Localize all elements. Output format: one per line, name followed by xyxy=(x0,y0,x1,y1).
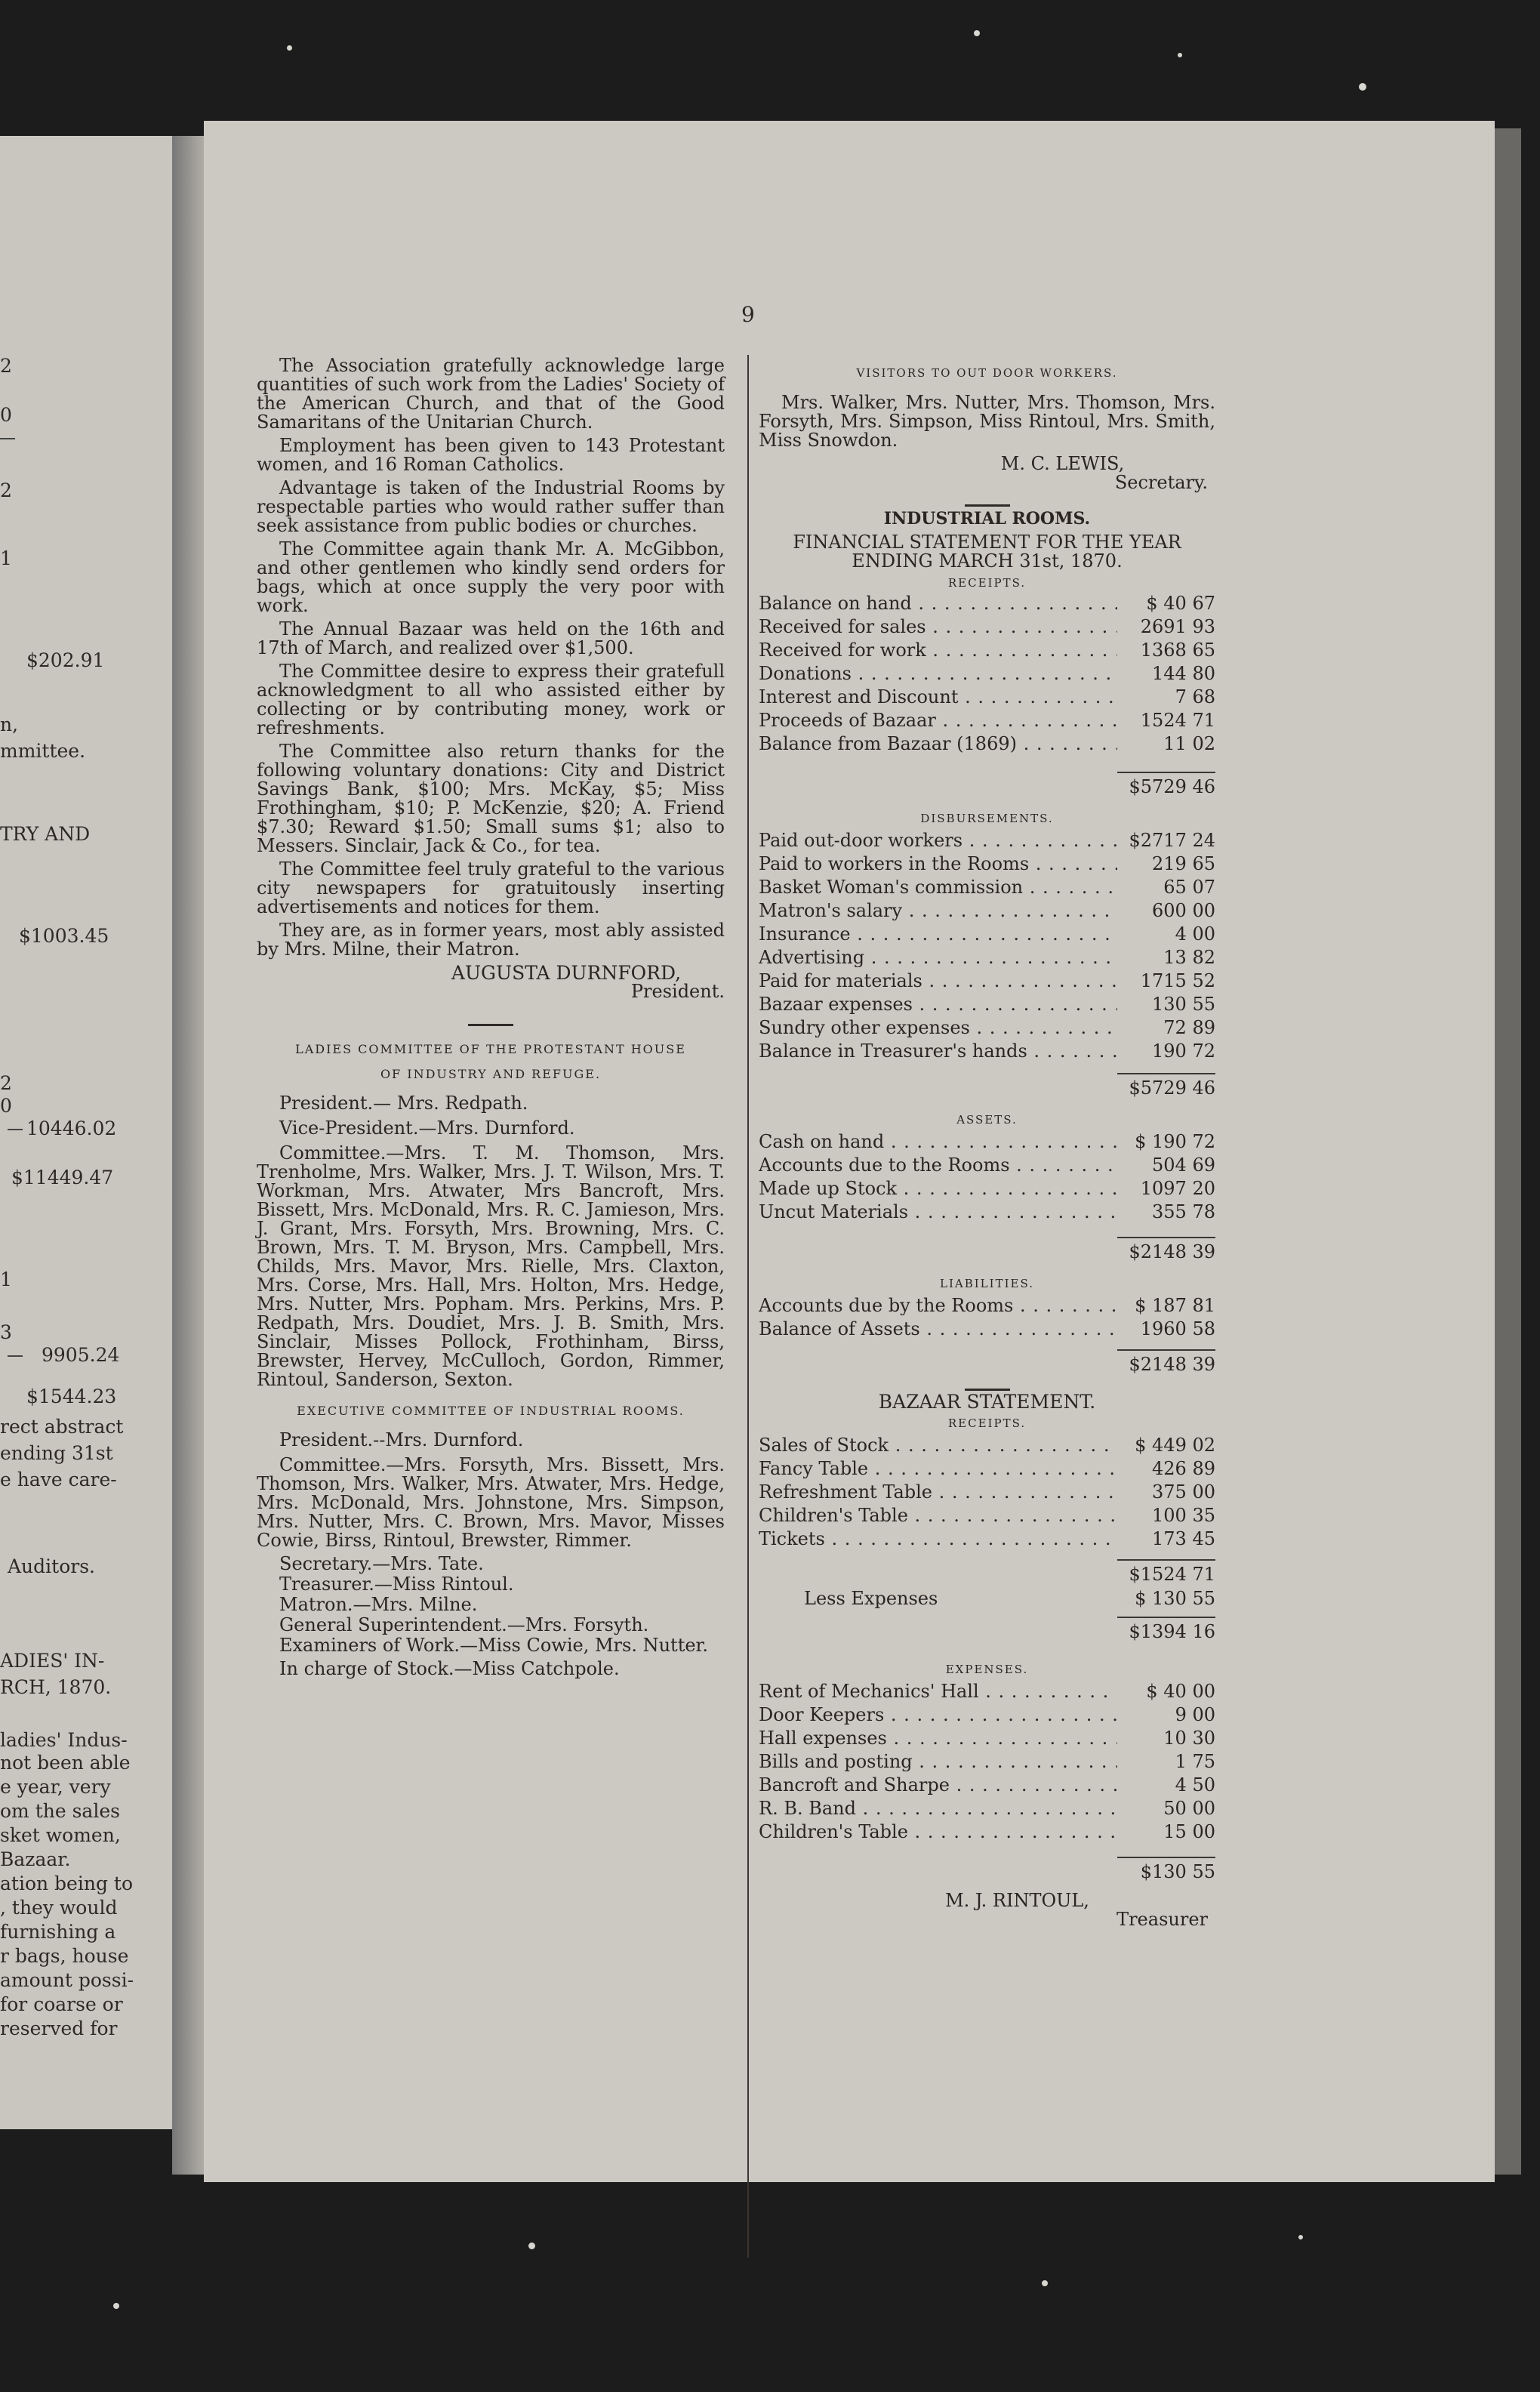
left-fragment: furnishing a xyxy=(0,1921,116,1943)
ledger-amount: $ 449 02 xyxy=(1135,1435,1215,1456)
ledger-amount: 173 45 xyxy=(1152,1528,1215,1549)
ledger-row xyxy=(759,1296,1215,1320)
treasurer-title: Treasurer xyxy=(1116,1909,1208,1930)
ledger-row xyxy=(759,1506,1215,1530)
total-rule xyxy=(1117,1073,1215,1074)
section-divider xyxy=(965,504,1010,507)
bazaar-receipts-table xyxy=(759,1436,1215,1647)
receipts-table xyxy=(759,594,1215,802)
total-rule xyxy=(1117,1237,1215,1238)
ledger-label: Advertising . . . xyxy=(759,948,1117,967)
ledger-row xyxy=(759,1460,1215,1483)
ledger-amount: 65 07 xyxy=(1163,877,1215,898)
ledger-row xyxy=(759,1320,1215,1343)
ledger-label: Children's Table . . . xyxy=(759,1823,1117,1842)
ledger-amount: 504 69 xyxy=(1152,1154,1215,1176)
ledger-amount: 1715 52 xyxy=(1140,970,1215,991)
ledger-amount: 9 00 xyxy=(1175,1704,1215,1725)
ledger-amount: 4 00 xyxy=(1175,923,1215,945)
ledger-label: Fancy Table . . . xyxy=(759,1460,1117,1478)
total-rule xyxy=(1117,772,1215,773)
left-fragment: Auditors. xyxy=(8,1555,95,1577)
left-fragment: 2 xyxy=(0,479,12,501)
disbursements-total: $5729 46 xyxy=(1129,1077,1215,1099)
ledger-row xyxy=(759,1823,1215,1846)
officer-line: Examiners of Work.—Miss Cowie, Mrs. Nutter. xyxy=(279,1635,709,1656)
left-fragment: $1544.23 xyxy=(26,1386,117,1407)
ledger-row xyxy=(759,641,1215,664)
officer-line: Treasurer.—Miss Rintoul. xyxy=(279,1574,514,1595)
left-fragment: sket women, xyxy=(0,1824,121,1846)
ledger-label: Received for work . . . xyxy=(759,641,1117,660)
page-edge-shadow xyxy=(1491,128,1521,2175)
bazaar-receipts-heading: RECEIPTS. xyxy=(947,1416,1027,1430)
paragraph: The Association gratefully acknowledge large quantities of such work from the Ladies' Society of the American Church, and that of the Good Samaritans of the Unitarian Church. xyxy=(257,355,725,433)
ledger-label: Bazaar expenses . . . xyxy=(759,995,1117,1014)
left-fragment: 2 xyxy=(0,355,12,377)
ledger-amount: $ 40 00 xyxy=(1146,1681,1215,1702)
bazaar-net: $1394 16 xyxy=(1129,1621,1215,1642)
ledger-row xyxy=(759,1203,1215,1226)
left-fragment: not been able xyxy=(0,1752,131,1774)
left-facing-page xyxy=(0,136,181,2129)
left-fragment: TRY AND xyxy=(0,823,91,845)
left-fragment: $11449.47 xyxy=(11,1167,114,1188)
dust-speck xyxy=(1359,83,1366,91)
left-fragment: rect abstract xyxy=(0,1416,124,1438)
liabilities-heading: LIABILITIES. xyxy=(940,1277,1034,1290)
ledger-row xyxy=(759,1530,1215,1553)
ledger-label: Balance from Bazaar (1869) . . . xyxy=(759,735,1117,754)
disbursements-table xyxy=(759,831,1215,1103)
officer-line: Matron.—Mrs. Milne. xyxy=(279,1594,478,1615)
ledger-label: Paid for materials . . . xyxy=(759,972,1117,991)
ledger-row xyxy=(759,711,1215,735)
dust-speck xyxy=(113,2303,119,2309)
paragraph: The Committee desire to express their gratefull acknowledgment to all who assisted either by collecting or by contributing money, work or refreshments. xyxy=(257,661,725,738)
officer-line: General Superintendent.—Mrs. Forsyth. xyxy=(279,1614,649,1635)
ledger-amount: 1368 65 xyxy=(1140,640,1215,661)
committee-heading: LADIES COMMITTEE OF THE PROTESTANT HOUSE xyxy=(295,1042,686,1056)
ledger-row xyxy=(759,995,1215,1019)
ledger-label: Proceeds of Bazaar . . . xyxy=(759,711,1117,730)
ledger-amount: 190 72 xyxy=(1152,1040,1215,1062)
ledger-amount: 375 00 xyxy=(1152,1481,1215,1503)
liabilities-total: $2148 39 xyxy=(1129,1354,1215,1375)
ledger-row xyxy=(759,1729,1215,1752)
expenses-table xyxy=(759,1682,1215,1887)
expenses-heading: EXPENSES. xyxy=(945,1663,1029,1676)
total-rule xyxy=(1117,1617,1215,1618)
dust-speck xyxy=(1042,2280,1048,2286)
page-number: 9 xyxy=(741,302,755,327)
paragraph: Advantage is taken of the Industrial Rooms by respectable parties who would rather suffer than seek assistance from public bodies or churches. xyxy=(257,477,725,536)
ledger-amount: 1960 58 xyxy=(1140,1318,1215,1339)
industrial-rooms-heading: INDUSTRIAL ROOMS. xyxy=(883,509,1091,529)
left-fragment: n, xyxy=(0,714,19,735)
ledger-amount: $ 190 72 xyxy=(1135,1131,1215,1152)
ledger-amount: 7 68 xyxy=(1175,686,1215,707)
ledger-label: Sales of Stock . . . xyxy=(759,1436,1117,1455)
executive-heading: EXECUTIVE COMMITTEE OF INDUSTRIAL ROOMS. xyxy=(297,1404,685,1418)
paragraph: They are, as in former years, most ably assisted by Mrs. Milne, their Matron. xyxy=(257,920,725,960)
ledger-row xyxy=(759,1776,1215,1799)
less-expenses-label: Less Expenses xyxy=(804,1588,938,1609)
less-expenses-amount: $ 130 55 xyxy=(1135,1588,1215,1609)
ledger-amount: 426 89 xyxy=(1152,1458,1215,1479)
left-fragment: amount possi- xyxy=(0,1969,134,1991)
financial-heading: FINANCIAL STATEMENT FOR THE YEAR xyxy=(793,532,1181,553)
committee-heading: OF INDUSTRY AND REFUGE. xyxy=(380,1067,602,1081)
ledger-row xyxy=(759,948,1215,972)
ledger-label: Refreshment Table . . . xyxy=(759,1483,1117,1502)
left-rule xyxy=(8,1355,23,1357)
assets-table xyxy=(759,1133,1215,1267)
ledger-amount: 1 75 xyxy=(1175,1751,1215,1772)
ledger-row xyxy=(759,902,1215,925)
assets-heading: ASSETS. xyxy=(956,1113,1018,1127)
liabilities-table xyxy=(759,1296,1215,1379)
ledger-row xyxy=(759,1133,1215,1156)
ledger-row xyxy=(759,1179,1215,1203)
left-fragment: reserved for xyxy=(0,2017,118,2039)
ledger-row xyxy=(759,1042,1215,1065)
section-divider xyxy=(468,1024,513,1026)
ledger-row xyxy=(759,1682,1215,1706)
ledger-label: Matron's salary . . . xyxy=(759,902,1117,920)
ledger-amount: 1524 71 xyxy=(1140,710,1215,731)
ledger-row xyxy=(759,1436,1215,1460)
dust-speck xyxy=(974,30,980,36)
paragraph: The Committee also return thanks for the following voluntary donations: City and District Savings Bank, $100; Mrs. McKay, $5; Miss Frothingham, $10; P. McKenzie, $20; A. Friend $7.30; Reward $1.50; Small sums $1; also to Messers. Sinclair, Jack & Co., for tea. xyxy=(257,741,725,856)
left-fragment: for coarse or xyxy=(0,1993,123,2015)
ledger-label: Cash on hand . . . xyxy=(759,1133,1117,1151)
ledger-amount: 1097 20 xyxy=(1140,1178,1215,1199)
left-fragment: RCH, 1870. xyxy=(0,1676,112,1698)
column-divider xyxy=(747,355,749,2258)
secretary-title: Secretary. xyxy=(1114,472,1208,493)
total-rule xyxy=(1117,1349,1215,1351)
ledger-row xyxy=(759,1483,1215,1506)
officer-line: In charge of Stock.—Miss Catchpole. xyxy=(279,1658,620,1679)
ledger-label: Received for sales . . . xyxy=(759,618,1117,637)
left-fragment: $1003.45 xyxy=(19,925,109,947)
ledger-label: Uncut Materials . . . xyxy=(759,1203,1117,1222)
ledger-label: Accounts due to the Rooms . . . xyxy=(759,1156,1117,1175)
officer-line: Secretary.—Mrs. Tate. xyxy=(279,1553,484,1574)
ledger-row xyxy=(759,855,1215,878)
visitors-heading: VISITORS TO OUT DOOR WORKERS. xyxy=(856,366,1118,380)
ledger-label: Tickets . . . xyxy=(759,1530,1117,1549)
ledger-row xyxy=(759,594,1215,618)
ledger-label: Rent of Mechanics' Hall . . . xyxy=(759,1682,1117,1701)
committee-list: Committee.—Mrs. T. M. Thomson, Mrs. Trenholme, Mrs. Walker, Mrs. J. T. Wilson, Mrs. T. Workman, Mrs. Atwater, Mrs Bancroft, Mrs. Bissett, Mrs. McDonald, Mrs. R. C. Jamieson, Mrs. J. Grant, Mrs. Forsyth, Mrs. Browning, Mrs. C. Brown, Mrs. T. M. Bryson, Mrs. Campbell, Mrs. Childs, Mrs. Mavor, Mrs. Rielle, Mrs. Claxton, Mrs. Corse, Mrs. Hall, Mrs. Holton, Mrs. Hedge, Mrs. Nutter, Mrs. Popham. Mrs. Perkins, Mrs. P. Redpath, Mrs. Doudiet, Mrs. J. B. Smith, Mrs. Sinclair, Misses Pollock, Frothinham, Birss, Brewster, Hervey, McCulloch, Gordon, Rimmer, Rintoul, Sanderson, Sexton. xyxy=(257,1142,725,1390)
left-fragment: Bazaar. xyxy=(0,1848,71,1870)
total-rule xyxy=(1117,1559,1215,1561)
ledger-label: Interest and Discount . . . xyxy=(759,688,1117,707)
left-fragment: ation being to xyxy=(0,1873,133,1894)
ledger-row xyxy=(759,664,1215,688)
ledger-row xyxy=(759,1019,1215,1042)
ledger-amount: $2717 24 xyxy=(1129,830,1215,851)
ledger-amount: 100 35 xyxy=(1152,1505,1215,1526)
ledger-row xyxy=(759,878,1215,902)
ledger-label: Door Keepers . . . xyxy=(759,1706,1117,1725)
ledger-row xyxy=(759,925,1215,948)
ledger-amount: 144 80 xyxy=(1152,663,1215,684)
receipts-total: $5729 46 xyxy=(1129,776,1215,797)
ledger-row xyxy=(759,1799,1215,1823)
ledger-row xyxy=(759,831,1215,855)
ledger-amount: 2691 93 xyxy=(1140,616,1215,637)
left-rule xyxy=(0,438,15,439)
left-fragment: 1 xyxy=(0,547,12,569)
document-page xyxy=(204,121,1495,2182)
left-fragment: e have care- xyxy=(0,1469,117,1490)
ledger-amount: 72 89 xyxy=(1163,1017,1215,1038)
ledger-label: Basket Woman's commission . . . xyxy=(759,878,1117,897)
total-rule xyxy=(1117,1857,1215,1858)
disbursements-heading: DISBURSEMENTS. xyxy=(920,812,1054,825)
officer-line: President.--Mrs. Durnford. xyxy=(279,1429,524,1450)
ledger-amount: 600 00 xyxy=(1152,900,1215,921)
ledger-label: Paid to workers in the Rooms . . . xyxy=(759,855,1117,874)
left-fragment: e year, very xyxy=(0,1776,111,1798)
expenses-total: $130 55 xyxy=(1140,1861,1215,1882)
officer-line: President.— Mrs. Redpath. xyxy=(279,1093,528,1114)
ledger-row xyxy=(759,618,1215,641)
paragraph: The Annual Bazaar was held on the 16th and 17th of March, and realized over $1,500. xyxy=(257,618,725,658)
left-fragment: , they would xyxy=(0,1897,118,1919)
ledger-label: Bancroft and Sharpe . . . xyxy=(759,1776,1117,1795)
signature-title: President. xyxy=(630,981,725,1002)
ledger-label: Sundry other expenses . . . xyxy=(759,1019,1117,1037)
ledger-amount: 15 00 xyxy=(1163,1821,1215,1842)
left-fragment: ADIES' IN- xyxy=(0,1650,105,1672)
bazaar-subtotal: $1524 71 xyxy=(1129,1564,1215,1585)
ledger-row xyxy=(759,972,1215,995)
ledger-label: Paid out-door workers . . . xyxy=(759,831,1117,850)
ledger-label: Children's Table . . . xyxy=(759,1506,1117,1525)
ledger-amount: 10 30 xyxy=(1163,1728,1215,1749)
dust-speck xyxy=(528,2242,535,2249)
right-text-column xyxy=(759,364,1215,1929)
left-fragment: 10446.02 xyxy=(26,1117,117,1139)
left-fragment: 0 xyxy=(0,404,12,426)
assets-total: $2148 39 xyxy=(1129,1241,1215,1262)
ledger-amount: 355 78 xyxy=(1152,1201,1215,1222)
ledger-row xyxy=(759,1752,1215,1776)
left-fragment: 1 xyxy=(0,1268,12,1290)
ledger-row xyxy=(759,1706,1215,1729)
ledger-label: Accounts due by the Rooms . . . xyxy=(759,1296,1117,1315)
ledger-amount: 11 02 xyxy=(1163,733,1215,754)
ledger-label: Donations . . . xyxy=(759,664,1117,683)
left-fragment: ladies' Indus- xyxy=(0,1729,128,1751)
paragraph: The Committee feel truly grateful to the various city newspapers for gratuitously inserting advertisements and notices for them. xyxy=(257,858,725,917)
ledger-row xyxy=(759,688,1215,711)
ledger-label: Hall expenses . . . xyxy=(759,1729,1117,1748)
dust-speck xyxy=(287,45,292,51)
committee-list: Committee.—Mrs. Forsyth, Mrs. Bissett, Mrs. Thomson, Mrs. Walker, Mrs. Atwater, Mrs. Hedge, Mrs. McDonald, Mrs. Johnstone, Mrs. Simpson, Mrs. Nutter, Mrs. C. Brown, Mrs. Mavor, Misses Cowie, Birss, Rintoul, Brewster, Rimmer. xyxy=(257,1454,725,1551)
treasurer-name: M. J. RINTOUL, xyxy=(945,1890,1089,1911)
ledger-label: Balance on hand . . . xyxy=(759,594,1117,613)
receipts-heading: RECEIPTS. xyxy=(947,576,1027,590)
left-fragment: r bags, house xyxy=(0,1945,129,1967)
officer-line: Vice-President.—Mrs. Durnford. xyxy=(279,1117,575,1139)
left-fragment: 3 xyxy=(0,1321,12,1343)
ledger-amount: 130 55 xyxy=(1152,994,1215,1015)
ledger-row xyxy=(759,1156,1215,1179)
financial-heading: ENDING MARCH 31st, 1870. xyxy=(852,550,1123,572)
signature-name: AUGUSTA DURNFORD, xyxy=(451,962,682,984)
visitors-list: Mrs. Walker, Mrs. Nutter, Mrs. Thomson, Mrs. Forsyth, Mrs. Simpson, Miss Rintoul, Mrs. Smith, Miss Snowdon. xyxy=(759,392,1215,451)
left-fragment: om the sales xyxy=(0,1800,120,1822)
left-fragment: 9905.24 xyxy=(42,1344,120,1366)
ledger-label: Made up Stock . . . xyxy=(759,1179,1117,1198)
ledger-amount: 219 65 xyxy=(1152,853,1215,874)
left-rule xyxy=(8,1129,23,1130)
paragraph: The Committee again thank Mr. A. McGibbon, and other gentlemen who kindly send orders for bags, which at once supply the very poor with work. xyxy=(257,538,725,616)
ledger-amount: 50 00 xyxy=(1163,1798,1215,1819)
secretary-name: M. C. LEWIS, xyxy=(1000,453,1125,474)
dust-speck xyxy=(1298,2235,1303,2239)
ledger-amount: 4 50 xyxy=(1175,1774,1215,1796)
ledger-label: Bills and posting . . . xyxy=(759,1752,1117,1771)
left-fragment: $202.91 xyxy=(26,649,105,671)
ledger-amount: $ 187 81 xyxy=(1135,1295,1215,1316)
less-expenses-row xyxy=(759,1589,1215,1612)
ledger-label: Balance in Treasurer's hands . . . xyxy=(759,1042,1117,1061)
ledger-row xyxy=(759,735,1215,758)
paragraph: Employment has been given to 143 Protestant women, and 16 Roman Catholics. xyxy=(257,435,725,475)
ledger-label: R. B. Band . . . xyxy=(759,1799,1117,1818)
left-fragment: ending 31st xyxy=(0,1442,113,1464)
ledger-label: Insurance . . . xyxy=(759,925,1117,944)
left-fragment: 0 xyxy=(0,1095,12,1117)
ledger-label: Balance of Assets . . . xyxy=(759,1320,1117,1339)
left-fragment: 2 xyxy=(0,1072,12,1094)
left-fragment: mmittee. xyxy=(0,740,86,762)
ledger-amount: 13 82 xyxy=(1163,947,1215,968)
bazaar-heading: BAZAAR STATEMENT. xyxy=(878,1391,1096,1413)
ledger-amount: $ 40 67 xyxy=(1146,593,1215,614)
dust-speck xyxy=(1178,53,1182,57)
left-text-column xyxy=(257,356,725,1683)
